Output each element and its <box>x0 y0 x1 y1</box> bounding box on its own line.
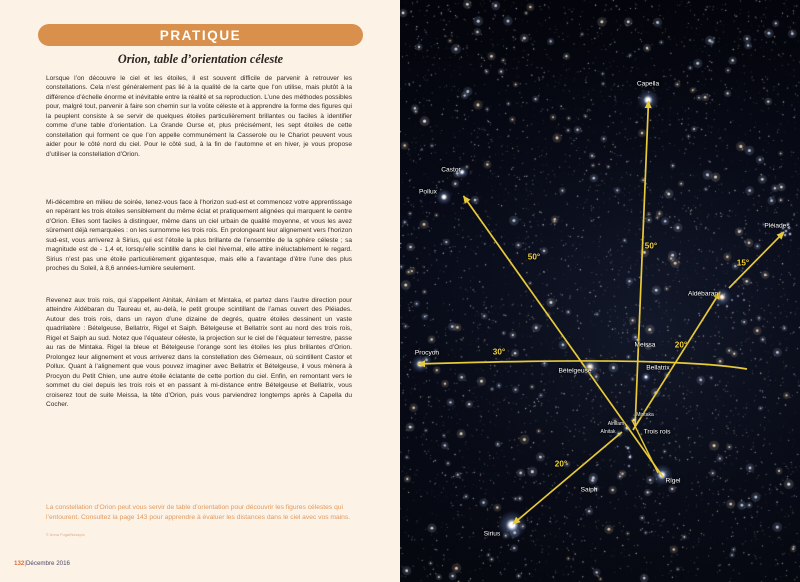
star-label-betelgeuse: Bételgeuse <box>558 367 592 375</box>
star-label-rigel: Rigel <box>665 477 681 485</box>
star-label-castor: Castor <box>441 166 461 174</box>
arrow-to-capella <box>635 101 649 428</box>
issue-date: Décembre 2016 <box>25 560 70 567</box>
star-label-pollux: Pollux <box>419 188 437 196</box>
star-label-alnilam: Alnilam <box>607 421 625 427</box>
section-banner <box>38 24 363 46</box>
angle-capella: 50° <box>644 241 658 251</box>
star-label-pleiades: Pléiades <box>764 222 790 230</box>
star-label-procyon: Procyon <box>414 349 440 357</box>
folio-separator: | <box>24 560 26 567</box>
star-label-aldebaran: Aldébaran <box>687 290 719 298</box>
article-paragraph-2: Mi-décembre en milieu de soirée, tenez-vous face à l’horizon sud-est et commencez votre apprentissage en repérant les trois étoiles sensiblement du même éclat et pratiquement alignées qui marquent le centre d’Orion. Elles sont faciles à distinguer, même dans un ciel urbain de qualité moyenne, et vous les avez sûrement déjà remarquées : on les surnomme les trois rois. En prolongeant leur alignement vers l’horizon sud-est, vous arriverez à Sirius, qui est l’étoile la plus brillante de l’ensemble de la sphère céleste ; sa magnitude est de - 1,4 et, lorsqu’elle scintille dans le ciel hivernal, elle attire inéluctablement le regard. Sirius n’est pas une étoile particulièrement gigantesque, mais elle a l’avantage d’être l’une des plus proches du Soleil, à 8,6 années-lumière seulement. <box>46 199 352 273</box>
article-paragraph-3: Revenez aux trois rois, qui s’appellent Alnitak, Alnilam et Mintaka, et partez dans l’autre direction pour atteindre Aldébaran du Taureau et, au-delà, le petit groupe scintillant de l’amas ouvert des Pléiades. Autour des trois rois, dans un rayon d’une dizaine de degrés, quatre étoiles dessinent un vaste quadrilatère : Bételgeuse, Bellatrix, Rigel et Saiph. Bételgeuse et Bellatrix sont au nord des trois rois, Rigel et Saiph au sud. Notez que l’équateur céleste, la projection sur le ciel de l’équateur terrestre, passe au ras de Mintaka. Rigel la bleue et Bételgeuse l’orange sont les étoiles les plus brillantes d’Orion. Prolongez leur alignement et vous arriverez dans la constellation des Gémeaux, où scintillent Castor et Pollux. Quant à l’alignement que vous pouvez imaginer avec Bellatrix et Bételgeuse, il vous mènera à Procyon du Petit Chien, une autre étoile éclatante de cette portion du ciel. Enfin, en remontant vers le sommet du ciel depuis les trois rois et en passant à mi-distance entre Bételgeuse et Bellatrix, vous croiserez tout de suite Meissa, la tête d’Orion, puis vous parviendrez longtemps après à Capella du Cocher. <box>46 297 352 408</box>
star-label-sirius: Sirius <box>483 530 501 538</box>
angle-procyon: 30° <box>492 347 506 357</box>
star-label-bellatrix: Bellatrix <box>646 364 670 372</box>
section-banner-label: PRATIQUE <box>159 27 242 43</box>
figure-credit: © Anna Fuga/Novapix <box>46 533 85 537</box>
star-label-capella: Capella <box>636 80 660 88</box>
figure-caption: La constellation d’Orion peut vous servir de table d’orientation pour découvrir les figures célestes qui l’entourent. Consultez la page 143 pour apprendre à évaluer les distances dans le ciel avec vos mains. <box>46 504 351 522</box>
article-paragraph-1: Lorsque l’on découvre le ciel et les étoiles, il est souvent difficile de parvenir à retrouver les constellations. Cela n’est généralement pas lié à la qualité de la carte que l’on utilise, mais plutôt à la différence d’échelle énorme et inévitable entre la réalité et sa reproduction. L’une des méthodes possibles pour, malgré tout, parvenir à faire son chemin sur la voûte céleste et à apprendre la forme des figures qui la peuplent consiste à se servir de quelques étoiles particulièrement brillantes ou faciles à identifier comme d’une table d’orientation. La Grande Ourse et, plus précisément, les sept étoiles de cette constellation qui forment ce que l’on appelle communément la Casserole ou le Chariot peuvent vous aider pour le côté nord du ciel. Pour le côté sud, à la fin de l’automne et en hiver, je vous propose d’utiliser la constellation d’Orion. <box>46 75 352 158</box>
star-label-meissa: Meissa <box>634 341 656 349</box>
angle-pleiades: 15° <box>736 258 750 268</box>
angle-castor: 50° <box>527 252 541 262</box>
star-label-alnitak: Alnitak <box>600 429 616 435</box>
page-footer <box>14 560 70 567</box>
star-map-photo <box>400 0 800 582</box>
star-label-mintaka: Mintaka <box>636 412 654 418</box>
orientation-arrows-overlay <box>400 0 800 582</box>
page-number: 132 <box>14 560 25 567</box>
star-label-saiph: Saiph <box>580 486 598 494</box>
star-label-troisrois: Trois rois <box>643 428 671 436</box>
arrow-to-castor-pollux <box>464 196 664 477</box>
article-title: Orion, table d’orientation céleste <box>117 52 284 66</box>
angle-sirius: 20° <box>554 459 568 469</box>
angle-aldebaran: 20° <box>674 340 688 350</box>
arrow-to-sirius <box>513 432 622 524</box>
